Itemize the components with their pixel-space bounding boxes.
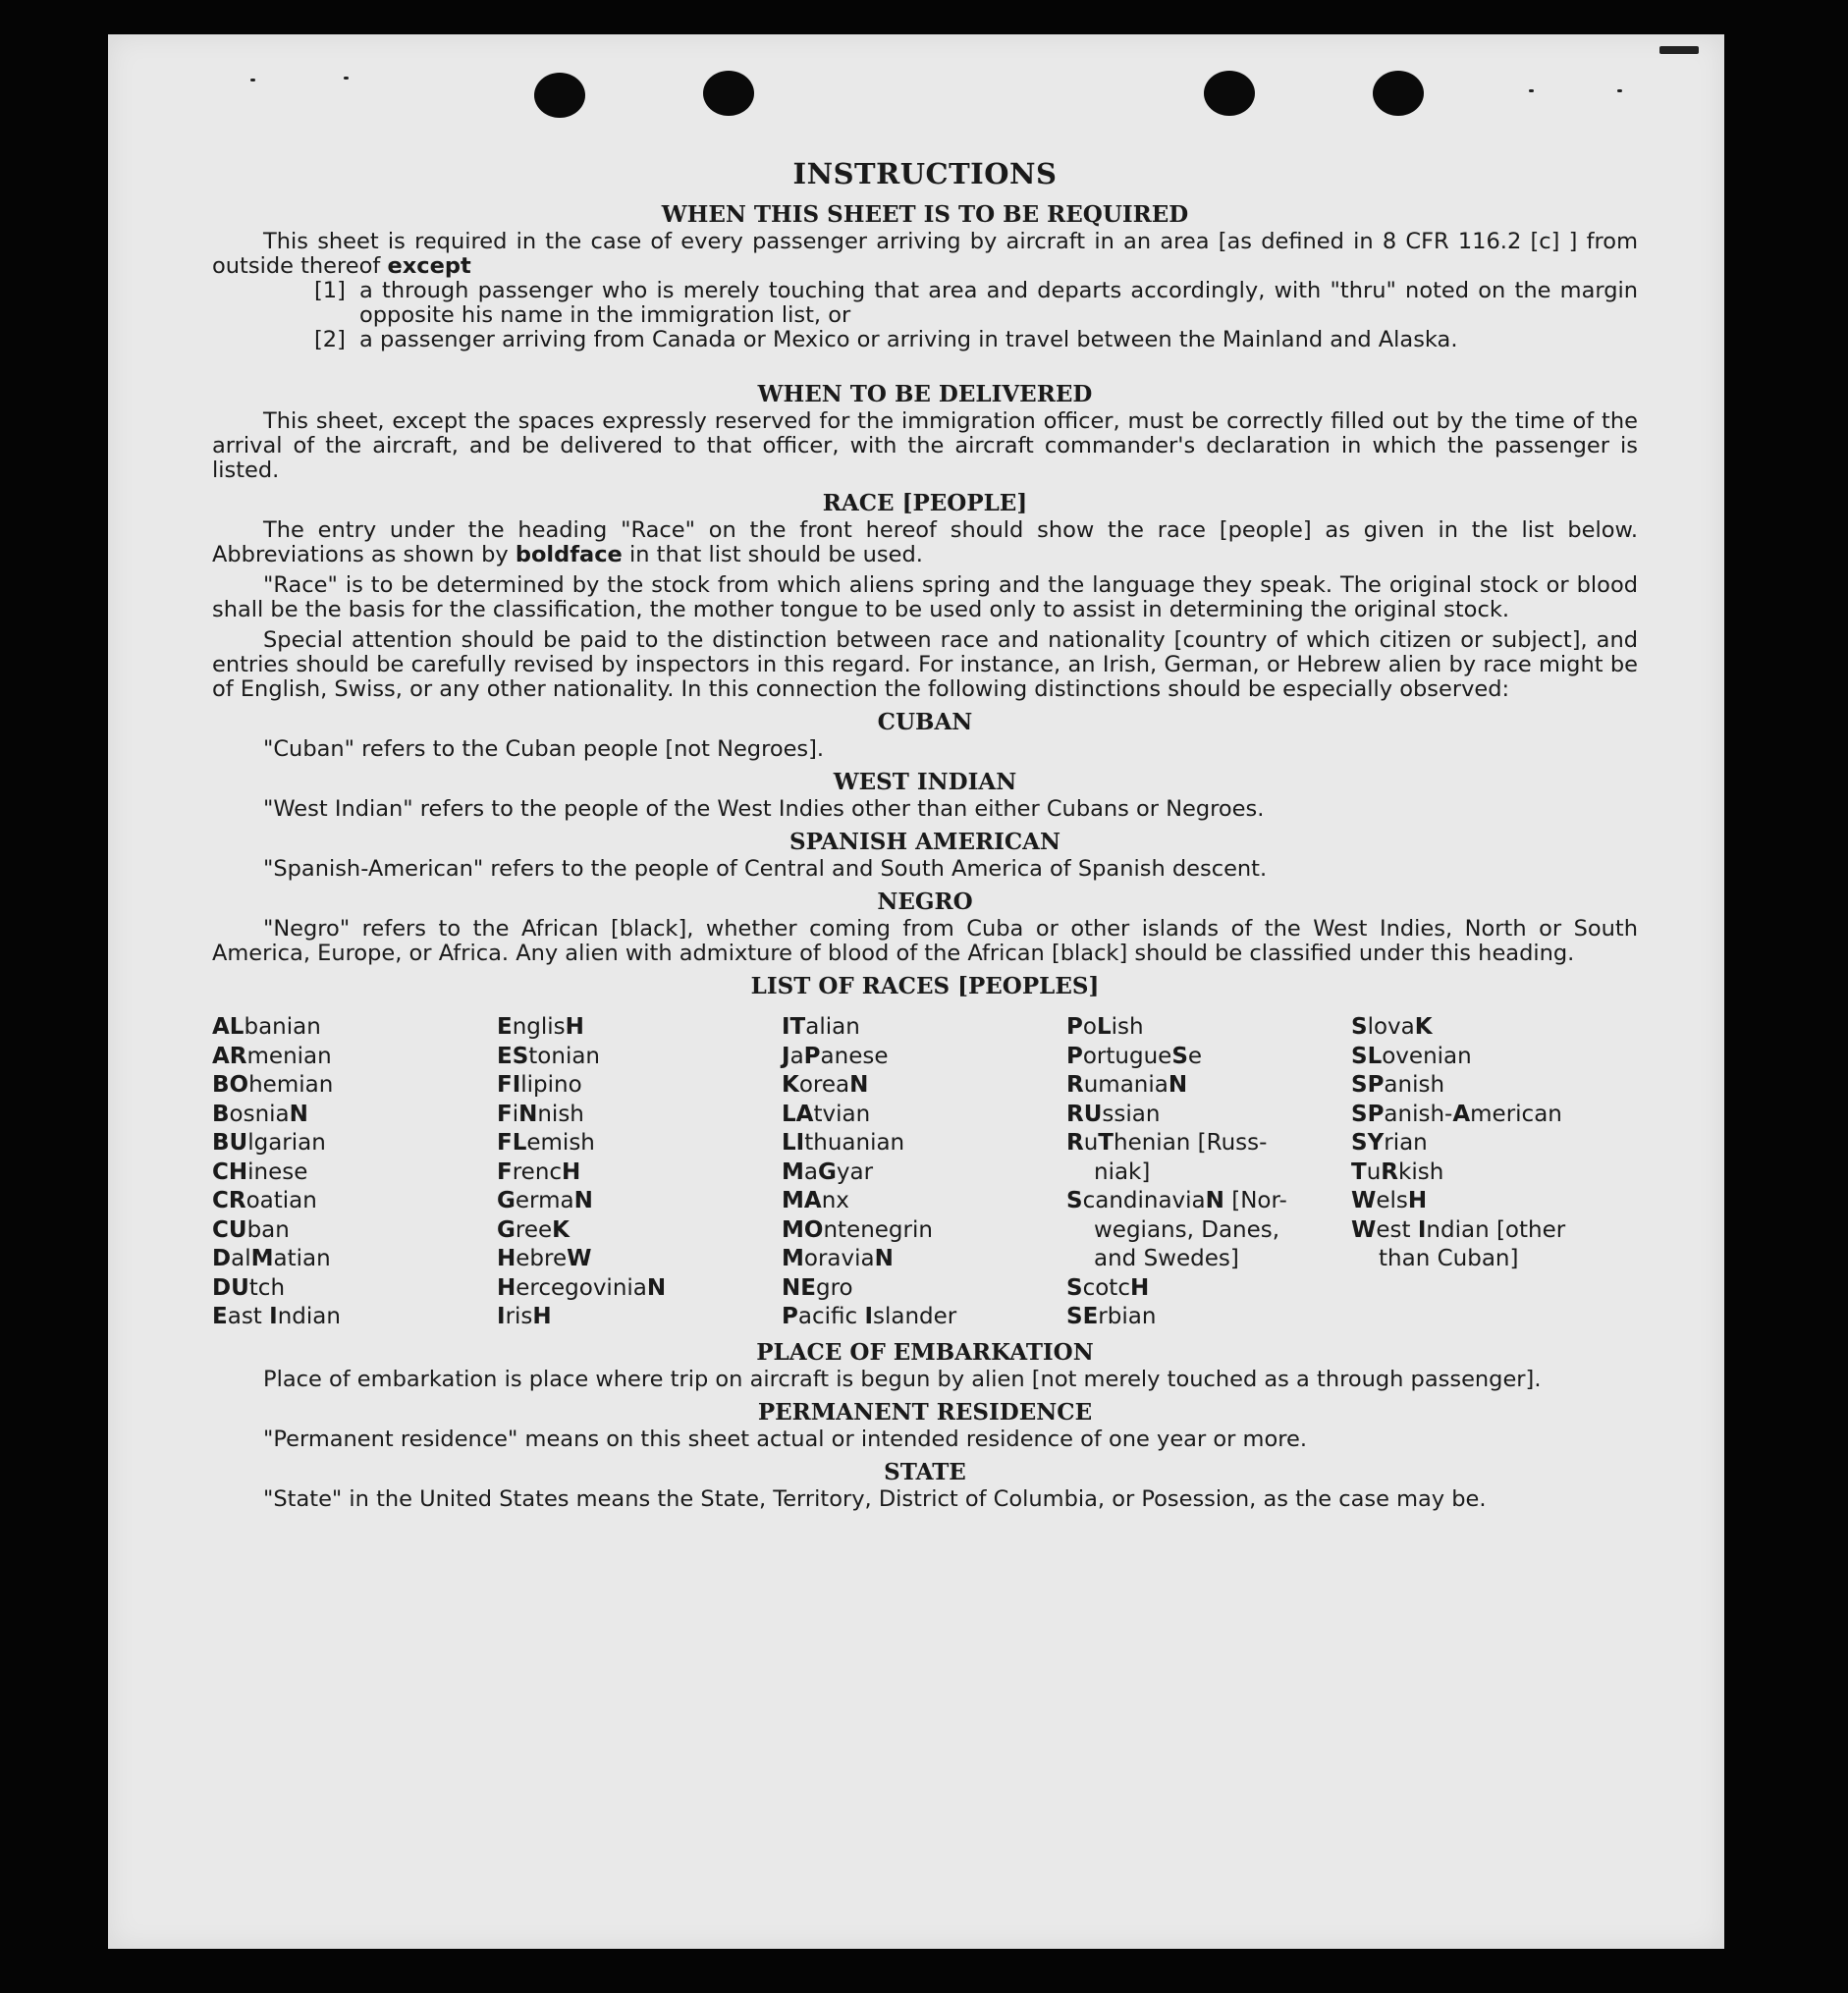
race-entry: MaGyar: [782, 1158, 874, 1185]
speck: [344, 77, 349, 80]
race-entry: EnglisH: [497, 1014, 584, 1040]
instructions-body: [212, 157, 1638, 1512]
race-entry: CRoatian: [212, 1188, 317, 1213]
race-entry: SlovaK: [1351, 1014, 1433, 1040]
paragraph: The entry under the heading "Race" on the front hereof should show the race [people] as given in the list below. Abbreviations as shown by boldface in that list should be used.: [212, 517, 1638, 567]
race-entry: GermaN: [497, 1188, 593, 1213]
punch-hole: [1204, 71, 1255, 116]
section-heading-embarkation: PLACE OF EMBARKATION: [756, 1338, 1094, 1366]
paragraph: This sheet, except the spaces expressly reserved for the immigration officer, must be correctly filled out by the time of the arrival of the aircraft, and be delivered to that officer, with the aircraft commander's declaration in which the passenger is listed.: [212, 408, 1638, 483]
race-entry: wegians, Danes,: [1094, 1216, 1280, 1243]
races-column: [497, 1013, 782, 1332]
section-heading-cuban: CUBAN: [877, 709, 973, 735]
speck: [1529, 89, 1534, 92]
race-entry: LAtvian: [782, 1101, 871, 1127]
section-heading-negro: NEGRO: [877, 889, 973, 915]
section-heading-race: RACE [PEOPLE]: [822, 490, 1028, 516]
race-entry: FrencH: [497, 1158, 581, 1185]
section-heading-spanish-american: SPANISH AMERICAN: [788, 829, 1061, 855]
race-entry: RumaniaN: [1066, 1072, 1188, 1098]
race-entry: than Cuban]: [1379, 1246, 1519, 1271]
race-entry: HercegoviniaN: [497, 1274, 667, 1301]
document-sheet: [108, 34, 1724, 1949]
race-entry: LIthuanian: [782, 1130, 905, 1156]
race-entry: FLemish: [497, 1130, 595, 1156]
race-entry: niak]: [1094, 1158, 1151, 1185]
races-column: [1066, 1013, 1351, 1332]
race-entry: MAnx: [782, 1188, 849, 1213]
races-column: [212, 1013, 497, 1332]
race-entry: BUlgarian: [212, 1130, 326, 1156]
section-heading-state: STATE: [884, 1458, 966, 1485]
punch-hole: [703, 71, 754, 116]
speck: [1617, 89, 1622, 92]
race-entry: SLovenian: [1351, 1043, 1472, 1069]
paragraph: "Spanish-American" refers to the people of Central and South America of Spanish descent.: [263, 856, 1268, 882]
race-entry: SPanish: [1351, 1072, 1445, 1098]
race-entry: ITalian: [782, 1014, 860, 1040]
races-column: [1351, 1013, 1636, 1332]
race-entry: FIlipino: [497, 1072, 582, 1098]
list-item: [2] a passenger arriving from Canada or Mexico or arriving in travel between the Mainland and Alaska.: [314, 327, 1458, 352]
race-entry: ScotcH: [1066, 1274, 1150, 1301]
race-entry: SYrian: [1351, 1130, 1428, 1156]
race-entry: EStonian: [497, 1043, 601, 1069]
races-list: [212, 1013, 1638, 1332]
race-entry: Pacific Islander: [782, 1304, 957, 1329]
race-entry: WelsH: [1351, 1188, 1428, 1213]
section-heading-west-indian: WEST INDIAN: [833, 769, 1017, 795]
race-entry: MOntenegrin: [782, 1216, 933, 1243]
race-entry: FiNnish: [497, 1101, 584, 1127]
race-entry: RuThenian [Russ-: [1066, 1130, 1268, 1156]
race-entry: CUban: [212, 1216, 290, 1243]
race-entry: BOhemian: [212, 1072, 334, 1098]
paragraph: "Cuban" refers to the Cuban people [not Negroes].: [263, 736, 825, 762]
race-entry: ARmenian: [212, 1043, 332, 1069]
speck: [1659, 46, 1699, 54]
race-entry: IrisH: [497, 1304, 552, 1329]
race-entry: SErbian: [1066, 1304, 1157, 1329]
race-entry: NEgro: [782, 1274, 853, 1301]
race-entry: East Indian: [212, 1304, 341, 1329]
race-entry: KoreaN: [782, 1072, 869, 1098]
section-heading-delivered: WHEN TO BE DELIVERED: [757, 381, 1093, 407]
paragraph: "Negro" refers to the African [black], whether coming from Cuba or other islands of the West Indies, North or South America, Europe, or Africa. Any alien with admixture of blood of the African [black] should be classified under this heading.: [212, 916, 1638, 966]
paragraph: "West Indian" refers to the people of the West Indies other than either Cubans or Negroes.: [263, 796, 1265, 822]
section-heading-list-of-races: LIST OF RACES [PEOPLES]: [750, 973, 1100, 999]
paragraph: "Race" is to be determined by the stock from which aliens spring and the language they speak. The original stock or blood shall be the basis for the classification, the mother tongue to be used only to assist in determining the original stock.: [212, 572, 1638, 622]
race-entry: BosniaN: [212, 1101, 308, 1127]
paragraph: Place of embarkation is place where trip on aircraft is begun by alien [not merely touched as a through passenger].: [263, 1366, 1542, 1392]
section-heading-permanent-residence: PERMANENT RESIDENCE: [757, 1398, 1093, 1426]
race-entry: ScandinaviaN [Nor-: [1066, 1188, 1287, 1213]
race-entry: JaPanese: [782, 1043, 889, 1069]
race-entry: RUssian: [1066, 1101, 1161, 1127]
race-entry: and Swedes]: [1094, 1246, 1239, 1271]
race-entry: SPanish-American: [1351, 1101, 1562, 1127]
race-entry: DalMatian: [212, 1246, 331, 1271]
races-column: [782, 1013, 1066, 1332]
section-heading-required: WHEN THIS SHEET IS TO BE REQUIRED: [661, 201, 1189, 228]
race-entry: HebreW: [497, 1246, 592, 1271]
page-title: INSTRUCTIONS: [792, 157, 1058, 190]
list-item: [1] a through passenger who is merely touching that area and departs accordingly, with "thru" noted on the margin opposite his name in the immigration list, or: [314, 278, 1638, 328]
race-entry: West Indian [other: [1351, 1216, 1566, 1243]
paragraph: Special attention should be paid to the distinction between race and nationality [country of which citizen or subject], and entries should be carefully revised by inspectors in this regard. For instance, an Irish, German, or Hebrew alien by race might be of English, Swiss, or any other nationality. In this connection the following distinctions should be especially observed:: [212, 627, 1638, 702]
punch-hole: [1373, 71, 1424, 116]
race-entry: PoLish: [1066, 1014, 1144, 1040]
paragraph: This sheet is required in the case of every passenger arriving by aircraft in an area [as defined in 8 CFR 116.2 [c] ] from outside thereof except: [212, 229, 1638, 279]
paragraph: "Permanent residence" means on this sheet actual or intended residence of one year or more.: [263, 1426, 1307, 1452]
race-entry: TuRkish: [1351, 1158, 1444, 1185]
paragraph: "State" in the United States means the State, Territory, District of Columbia, or Posession, as the case may be.: [263, 1485, 1487, 1512]
race-entry: CHinese: [212, 1158, 308, 1185]
punch-hole: [534, 73, 585, 118]
race-entry: ALbanian: [212, 1014, 321, 1040]
race-entry: MoraviaN: [782, 1246, 894, 1271]
speck: [250, 79, 255, 81]
race-entry: GreeK: [497, 1216, 570, 1243]
race-entry: DUtch: [212, 1274, 286, 1301]
race-entry: PortugueSe: [1066, 1043, 1203, 1069]
